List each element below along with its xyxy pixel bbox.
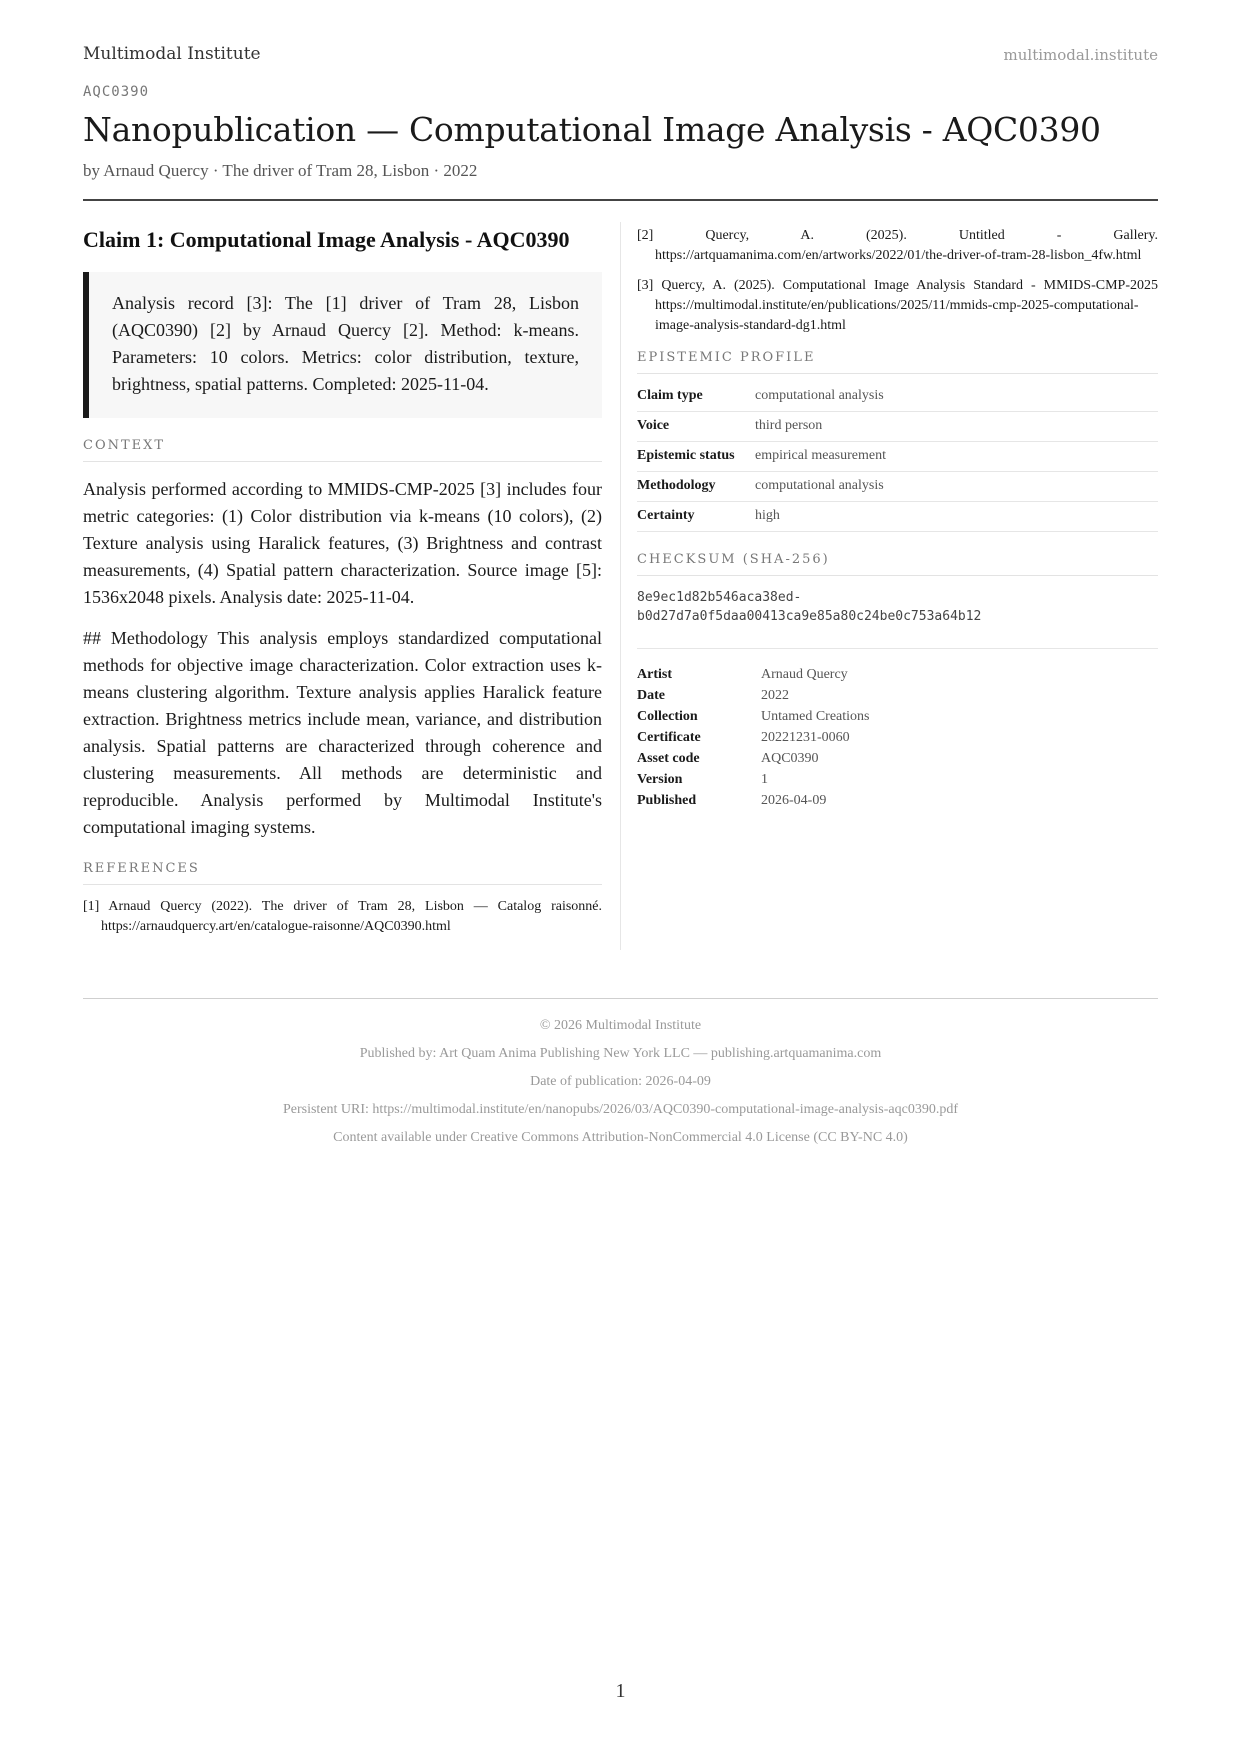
reference-item[interactable]: [3] Quercy, A. (2025). Computational Image Analysis Standard - MMIDS-CMP-2025 https://multimodal.institute/en/publications/2025/11/mmids-cmp-2025-computational-image-analysis-standard-dg1.html	[637, 278, 1158, 333]
epistemic-heading: EPISTEMIC PROFILE	[637, 350, 1158, 374]
reference-item[interactable]: [1] Arnaud Quercy (2022). The driver of Tram 28, Lisbon — Catalog raisonné. https://arnaudquercy.art/en/catalogue-raisonne/AQC0390.html	[83, 899, 602, 934]
footer-license: Content available under Creative Commons Attribution-NonCommercial 4.0 License (CC BY-NC 4.0)	[333, 1130, 908, 1145]
footer-publication-date: Date of publication: 2026-04-09	[530, 1074, 711, 1089]
table-row	[637, 442, 1158, 472]
metadata-table	[637, 665, 869, 812]
checksum-heading: CHECKSUM (SHA-256)	[637, 552, 1158, 576]
footer-persistent-uri[interactable]: Persistent URI: https://multimodal.institute/en/nanopubs/2026/03/AQC0390-computational-image-analysis-aqc0390.pdf	[282, 1102, 959, 1117]
column-divider	[620, 222, 621, 950]
epistemic-value: empirical measurement	[755, 442, 1158, 472]
footer-publisher: Published by: Art Quam Anima Publishing New York LLC — publishing.artquamanima.com	[359, 1046, 882, 1061]
byline: by Arnaud Quercy · The driver of Tram 28, Lisbon · 2022	[83, 161, 478, 180]
epistemic-key: Epistemic status	[637, 442, 755, 472]
reference-item[interactable]: [2] Quercy, A. (2025). Untitled - Gallery. https://artquamanima.com/en/artworks/2022/01/the-driver-of-tram-28-lisbon_4fw.html	[637, 228, 1158, 263]
metadata-key: Asset code	[637, 751, 700, 766]
epistemic-value: computational analysis	[755, 472, 1158, 502]
table-row	[637, 686, 869, 707]
table-row	[637, 472, 1158, 502]
table-row	[637, 412, 1158, 442]
metadata-value: Untamed Creations	[761, 709, 870, 724]
institute-name: Multimodal Institute	[83, 44, 261, 64]
asset-code-label: AQC0390	[83, 84, 150, 100]
table-row	[637, 382, 1158, 412]
metadata-key: Artist	[637, 667, 672, 682]
metadata-key: Date	[637, 688, 665, 703]
running-header	[83, 44, 1158, 68]
metadata-value: 2022	[761, 688, 789, 703]
table-row	[637, 770, 869, 791]
epistemic-table	[637, 382, 1158, 532]
epistemic-value: high	[755, 502, 1158, 532]
metadata-key: Collection	[637, 709, 698, 724]
table-row	[637, 791, 869, 812]
claim-statement: Analysis record [3]: The [1] driver of Tram 28, Lisbon (AQC0390) [2] by Arnaud Quercy [2]. Method: k-means. Parameters: 10 colors. Metrics: color distribution, texture, brightness, spatial patterns. Completed: 2025-11-04.	[83, 272, 602, 418]
metadata-value: 2026-04-09	[761, 793, 827, 808]
methodology-paragraph: ## Methodology This analysis employs standardized computational methods for objective image characterization. Color extraction uses k-means clustering algorithm. Texture analysis applies Haralick feature extraction. Brightness metrics include mean, variance, and distribution analysis. Spatial patterns are characterized through coherence and clustering measurements. All methods are deterministic and reproducible. Analysis performed by Multimodal Institute's computational imaging systems.	[83, 628, 602, 837]
epistemic-value: third person	[755, 412, 1158, 442]
main-column	[83, 226, 602, 937]
table-row	[637, 749, 869, 770]
context-heading: CONTEXT	[83, 438, 602, 462]
footer-divider	[83, 998, 1158, 999]
epistemic-key: Claim type	[637, 382, 755, 412]
epistemic-value: computational analysis	[755, 382, 1158, 412]
metadata-key: Version	[637, 772, 683, 787]
epistemic-key: Methodology	[637, 472, 755, 502]
metadata-value: 20221231-0060	[761, 730, 850, 745]
side-column	[637, 226, 1158, 812]
institute-site[interactable]: multimodal.institute	[1003, 46, 1158, 64]
document-page	[83, 0, 1158, 1754]
epistemic-key: Certainty	[637, 502, 755, 532]
checksum-value	[637, 588, 1158, 649]
checksum-line: b0d27d7a0f5daa00413ca9e85a80c24be0c753a64b12	[637, 609, 982, 624]
references-heading: REFERENCES	[83, 861, 602, 885]
page-footer	[83, 1016, 1158, 1156]
claim-title: Claim 1: Computational Image Analysis - AQC0390	[83, 227, 570, 252]
header-divider	[83, 199, 1158, 201]
table-row	[637, 707, 869, 728]
table-row	[637, 502, 1158, 532]
checksum-line: 8e9ec1d82b546aca38ed-	[637, 590, 802, 605]
table-row	[637, 728, 869, 749]
table-row	[637, 665, 869, 686]
metadata-value: AQC0390	[761, 751, 819, 766]
epistemic-key: Voice	[637, 412, 755, 442]
metadata-key: Certificate	[637, 730, 701, 745]
footer-copyright: © 2026 Multimodal Institute	[539, 1018, 702, 1033]
context-paragraph: Analysis performed according to MMIDS-CMP-2025 [3] includes four metric categories: (1) Color distribution via k-means (10 colors), (2) Texture analysis using Haralick features, (3) Brightness and contrast measurements, (4) Spatial pattern characterization. Source image [5]: 1536x2048 pixels. Analysis date: 2025-11-04.	[83, 479, 602, 607]
metadata-value: Arnaud Quercy	[761, 667, 848, 682]
metadata-value: 1	[761, 772, 768, 787]
page-number: 1	[615, 1680, 626, 1702]
metadata-key: Published	[637, 793, 697, 808]
page-title: Nanopublication — Computational Image Analysis - AQC0390	[83, 110, 1101, 149]
